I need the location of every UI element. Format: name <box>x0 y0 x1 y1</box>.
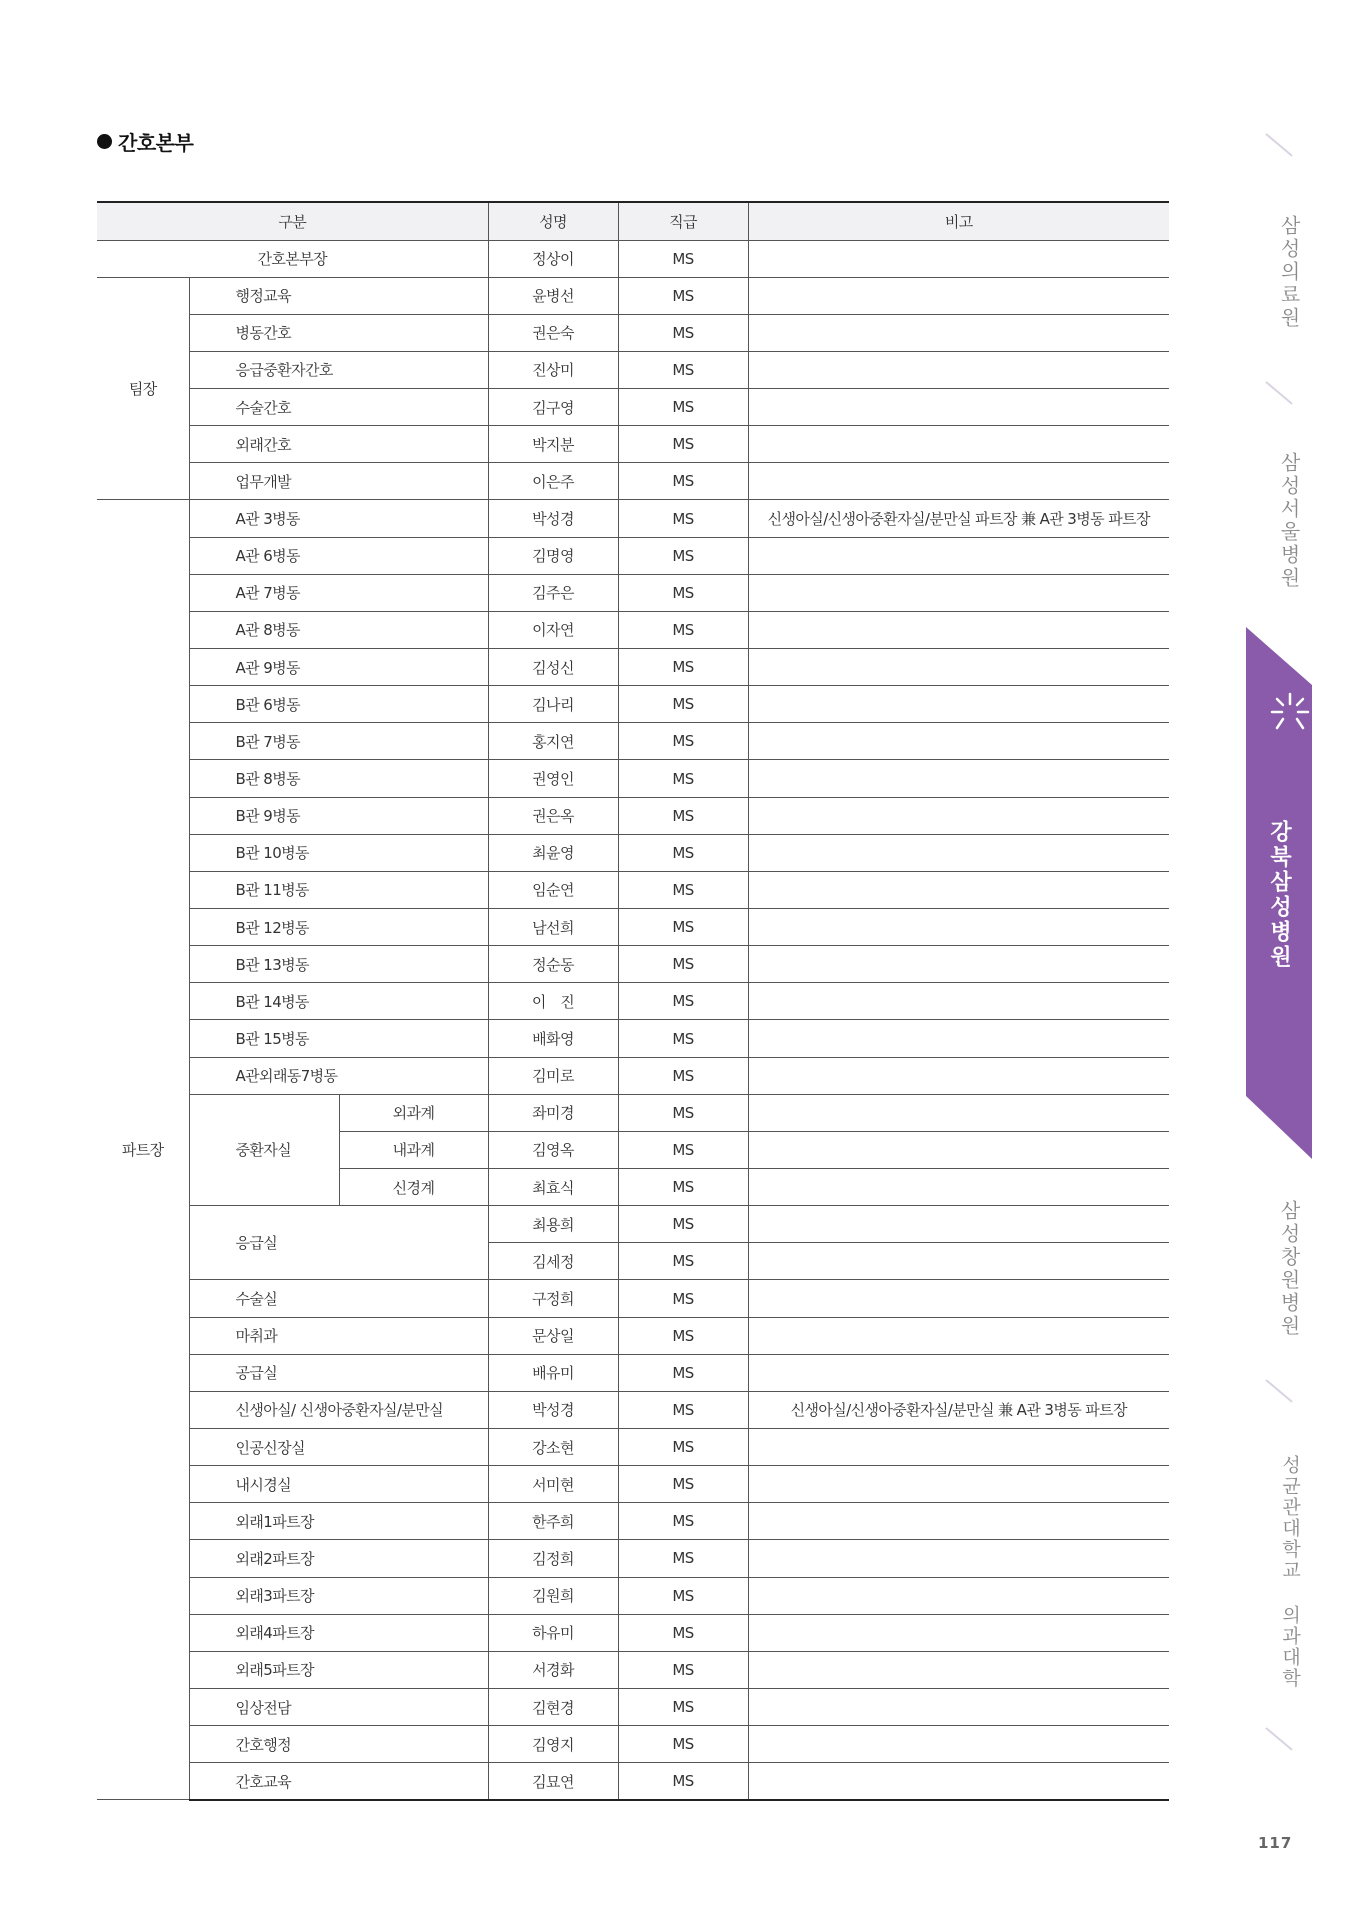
table-body <box>97 240 1169 1800</box>
table-row <box>97 537 1169 574</box>
side-nav-item[interactable]: 삼성창원병원 <box>1277 1200 1301 1338</box>
dept-cell: B관 7병동 <box>189 723 488 760</box>
group-cell: 파트장 <box>97 500 189 1800</box>
side-nav-item[interactable]: 삼성의료원 <box>1277 215 1301 330</box>
name-cell: 최용희 <box>488 1206 618 1243</box>
name-cell: 김구영 <box>488 389 618 426</box>
note-cell <box>748 277 1169 314</box>
side-nav-item[interactable]: 성균관대학교 의과대학 <box>1279 1455 1301 1689</box>
table-row <box>97 1726 1169 1763</box>
note-cell <box>748 946 1169 983</box>
table-row <box>97 797 1169 834</box>
rank-cell: MS <box>618 1726 748 1763</box>
table-row <box>97 723 1169 760</box>
rank-cell: MS <box>618 723 748 760</box>
name-cell: 김현경 <box>488 1688 618 1725</box>
divider-slash <box>1265 1379 1292 1402</box>
note-cell <box>748 1243 1169 1280</box>
rank-cell: MS <box>618 909 748 946</box>
note-cell <box>748 686 1169 723</box>
name-cell: 김세정 <box>488 1243 618 1280</box>
dept-cell: 수술실 <box>189 1280 488 1317</box>
table-row <box>97 314 1169 351</box>
name-cell: 박성경 <box>488 1391 618 1428</box>
section-title-text: 간호본부 <box>118 131 194 155</box>
rank-cell: MS <box>618 1243 748 1280</box>
rank-cell: MS <box>618 240 748 277</box>
rank-cell: MS <box>618 426 748 463</box>
dept-cell: 간호교육 <box>189 1763 488 1800</box>
dept-cell: 마취과 <box>189 1317 488 1354</box>
name-cell: 이 진 <box>488 983 618 1020</box>
table-row <box>97 1280 1169 1317</box>
header-name: 성명 <box>488 202 618 240</box>
table-row <box>97 240 1169 277</box>
note-cell <box>748 1466 1169 1503</box>
dept-cell: 외래간호 <box>189 426 488 463</box>
note-cell <box>748 983 1169 1020</box>
rank-cell: MS <box>618 1057 748 1094</box>
name-cell: 강소현 <box>488 1429 618 1466</box>
name-cell: 서경화 <box>488 1651 618 1688</box>
dept-cell: A관 7병동 <box>189 574 488 611</box>
rank-cell: MS <box>618 834 748 871</box>
subdept-cell: 외과계 <box>339 1094 488 1131</box>
burst-icon <box>1268 690 1312 734</box>
divider-slash <box>1265 381 1292 404</box>
rank-cell: MS <box>618 1131 748 1168</box>
name-cell: 윤병선 <box>488 277 618 314</box>
note-cell <box>748 1354 1169 1391</box>
rank-cell: MS <box>618 649 748 686</box>
table-row <box>97 1763 1169 1800</box>
table-row <box>97 426 1169 463</box>
rank-cell: MS <box>618 1429 748 1466</box>
name-cell: 구정희 <box>488 1280 618 1317</box>
dept-cell: 신생아실/ 신생아중환자실/분만실 <box>189 1391 488 1428</box>
name-cell: 김명영 <box>488 537 618 574</box>
dept-cell: 외래4파트장 <box>189 1614 488 1651</box>
note-cell <box>748 314 1169 351</box>
table-row <box>97 1688 1169 1725</box>
name-cell: 박지분 <box>488 426 618 463</box>
rank-cell: MS <box>618 1503 748 1540</box>
table-row <box>97 686 1169 723</box>
note-cell <box>748 1206 1169 1243</box>
name-cell: 정순동 <box>488 946 618 983</box>
roster-table <box>97 201 1169 1801</box>
note-cell <box>748 909 1169 946</box>
note-cell <box>748 834 1169 871</box>
dept-cell: B관 10병동 <box>189 834 488 871</box>
header-note: 비고 <box>748 202 1169 240</box>
rank-cell: MS <box>618 1354 748 1391</box>
note-cell <box>748 1317 1169 1354</box>
table-row <box>97 1354 1169 1391</box>
dept-cell: 외래5파트장 <box>189 1651 488 1688</box>
note-cell <box>748 389 1169 426</box>
dept-cell: 임상전담 <box>189 1688 488 1725</box>
rank-cell: MS <box>618 537 748 574</box>
name-cell: 홍지연 <box>488 723 618 760</box>
table-row <box>97 1614 1169 1651</box>
table-row <box>97 1540 1169 1577</box>
table-row <box>97 871 1169 908</box>
name-cell: 김정희 <box>488 1540 618 1577</box>
dept-cell: B관 11병동 <box>189 871 488 908</box>
header-category: 구분 <box>97 202 488 240</box>
rank-cell: MS <box>618 686 748 723</box>
dept-cell: 간호행정 <box>189 1726 488 1763</box>
dept-cell: 인공신장실 <box>189 1429 488 1466</box>
note-cell: 신생아실/신생아중환자실/분만실 파트장 兼 A관 3병동 파트장 <box>748 500 1169 537</box>
table-row <box>97 500 1169 537</box>
dept-cell: A관 9병동 <box>189 649 488 686</box>
name-cell: 배화영 <box>488 1020 618 1057</box>
dept-cell: B관 9병동 <box>189 797 488 834</box>
table-row <box>97 1317 1169 1354</box>
rank-cell: MS <box>618 1577 748 1614</box>
rank-cell: MS <box>618 1206 748 1243</box>
dept-cell: 외래2파트장 <box>189 1540 488 1577</box>
name-cell: 김주은 <box>488 574 618 611</box>
table-row <box>97 946 1169 983</box>
name-cell: 김원희 <box>488 1577 618 1614</box>
rank-cell: MS <box>618 1763 748 1800</box>
name-cell: 이자연 <box>488 611 618 648</box>
note-cell <box>748 1540 1169 1577</box>
dept-cell: A관외래동7병동 <box>189 1057 488 1094</box>
table-row <box>97 1651 1169 1688</box>
note-cell <box>748 1763 1169 1800</box>
name-cell: 박성경 <box>488 500 618 537</box>
dept-cell: B관 15병동 <box>189 1020 488 1057</box>
name-cell: 김성신 <box>488 649 618 686</box>
name-cell: 권영인 <box>488 760 618 797</box>
rank-cell: MS <box>618 1651 748 1688</box>
name-cell: 김미로 <box>488 1057 618 1094</box>
dept-cell: B관 14병동 <box>189 983 488 1020</box>
category-cell: 간호본부장 <box>97 240 488 277</box>
note-cell <box>748 649 1169 686</box>
bullet-icon <box>97 134 112 149</box>
subdept-cell: 신경계 <box>339 1169 488 1206</box>
note-cell <box>748 1651 1169 1688</box>
note-cell <box>748 1169 1169 1206</box>
dept-cell: 수술간호 <box>189 389 488 426</box>
table-row <box>97 760 1169 797</box>
dept-cell: 업무개발 <box>189 463 488 500</box>
note-cell <box>748 611 1169 648</box>
dept-cell: 응급실 <box>189 1206 488 1280</box>
table-row <box>97 1466 1169 1503</box>
table-row <box>97 1503 1169 1540</box>
table-row <box>97 909 1169 946</box>
note-cell <box>748 1131 1169 1168</box>
subdept-cell: 내과계 <box>339 1131 488 1168</box>
note-cell <box>748 1094 1169 1131</box>
dept-cell: A관 8병동 <box>189 611 488 648</box>
rank-cell: MS <box>618 389 748 426</box>
rank-cell: MS <box>618 1094 748 1131</box>
name-cell: 김영옥 <box>488 1131 618 1168</box>
table-header-row <box>97 202 1169 240</box>
dept-cell: 외래3파트장 <box>189 1577 488 1614</box>
name-cell: 김영지 <box>488 1726 618 1763</box>
divider-slash <box>1265 133 1292 156</box>
rank-cell: MS <box>618 1020 748 1057</box>
name-cell: 김나리 <box>488 686 618 723</box>
rank-cell: MS <box>618 463 748 500</box>
rank-cell: MS <box>618 1540 748 1577</box>
name-cell: 하유미 <box>488 1614 618 1651</box>
name-cell: 배유미 <box>488 1354 618 1391</box>
name-cell: 좌미경 <box>488 1094 618 1131</box>
dept-cell: 외래1파트장 <box>189 1503 488 1540</box>
table-row <box>97 1057 1169 1094</box>
note-cell <box>748 426 1169 463</box>
name-cell: 임순연 <box>488 871 618 908</box>
table-row <box>97 649 1169 686</box>
rank-cell: MS <box>618 1391 748 1428</box>
name-cell: 최효식 <box>488 1169 618 1206</box>
note-cell <box>748 1057 1169 1094</box>
name-cell: 권은숙 <box>488 314 618 351</box>
table-row <box>97 389 1169 426</box>
divider-slash <box>1265 1727 1292 1750</box>
dept-cell: A관 3병동 <box>189 500 488 537</box>
header-rank: 직급 <box>618 202 748 240</box>
note-cell <box>748 797 1169 834</box>
dept-cell: 내시경실 <box>189 1466 488 1503</box>
note-cell <box>748 1429 1169 1466</box>
table-row <box>97 351 1169 388</box>
rank-cell: MS <box>618 314 748 351</box>
note-cell <box>748 1726 1169 1763</box>
note-cell: 신생아실/신생아중환자실/분만실 兼 A관 3병동 파트장 <box>748 1391 1169 1428</box>
name-cell: 서미현 <box>488 1466 618 1503</box>
note-cell <box>748 537 1169 574</box>
rank-cell: MS <box>618 1466 748 1503</box>
table-row <box>97 574 1169 611</box>
rank-cell: MS <box>618 1317 748 1354</box>
table-row <box>97 983 1169 1020</box>
note-cell <box>748 1614 1169 1651</box>
page-number: 117 <box>1258 1834 1293 1852</box>
note-cell <box>748 1577 1169 1614</box>
dept-cell: B관 6병동 <box>189 686 488 723</box>
side-nav-item[interactable]: 삼성서울병원 <box>1277 452 1301 590</box>
name-cell: 진상미 <box>488 351 618 388</box>
dept-cell: B관 12병동 <box>189 909 488 946</box>
rank-cell: MS <box>618 500 748 537</box>
dept-cell: 중환자실 <box>189 1094 339 1205</box>
side-nav-active-label[interactable]: 강북삼성병원 <box>1266 820 1292 970</box>
table-row <box>97 463 1169 500</box>
rank-cell: MS <box>618 871 748 908</box>
side-nav <box>1246 0 1357 1920</box>
rank-cell: MS <box>618 760 748 797</box>
note-cell <box>748 723 1169 760</box>
table-row <box>97 1094 1169 1131</box>
dept-cell: 행정교육 <box>189 277 488 314</box>
table-row <box>97 834 1169 871</box>
dept-cell: 응급중환자간호 <box>189 351 488 388</box>
name-cell: 최윤영 <box>488 834 618 871</box>
dept-cell: B관 8병동 <box>189 760 488 797</box>
rank-cell: MS <box>618 574 748 611</box>
name-cell: 김묘연 <box>488 1763 618 1800</box>
note-cell <box>748 463 1169 500</box>
rank-cell: MS <box>618 351 748 388</box>
rank-cell: MS <box>618 946 748 983</box>
rank-cell: MS <box>618 611 748 648</box>
table-row <box>97 1577 1169 1614</box>
note-cell <box>748 574 1169 611</box>
name-cell: 정상이 <box>488 240 618 277</box>
table-row <box>97 1429 1169 1466</box>
rank-cell: MS <box>618 1169 748 1206</box>
group-cell: 팀장 <box>97 277 189 500</box>
rank-cell: MS <box>618 983 748 1020</box>
table-row <box>97 1391 1169 1428</box>
note-cell <box>748 351 1169 388</box>
note-cell <box>748 871 1169 908</box>
note-cell <box>748 760 1169 797</box>
table-row <box>97 277 1169 314</box>
note-cell <box>748 1020 1169 1057</box>
rank-cell: MS <box>618 1280 748 1317</box>
rank-cell: MS <box>618 1688 748 1725</box>
section-title <box>97 127 193 156</box>
rank-cell: MS <box>618 1614 748 1651</box>
note-cell <box>748 1688 1169 1725</box>
dept-cell: A관 6병동 <box>189 537 488 574</box>
name-cell: 문상일 <box>488 1317 618 1354</box>
name-cell: 이은주 <box>488 463 618 500</box>
table-row <box>97 611 1169 648</box>
dept-cell: 병동간호 <box>189 314 488 351</box>
name-cell: 남선희 <box>488 909 618 946</box>
dept-cell: 공급실 <box>189 1354 488 1391</box>
note-cell <box>748 240 1169 277</box>
table-row <box>97 1206 1169 1243</box>
name-cell: 한주희 <box>488 1503 618 1540</box>
table-row <box>97 1020 1169 1057</box>
note-cell <box>748 1503 1169 1540</box>
rank-cell: MS <box>618 277 748 314</box>
rank-cell: MS <box>618 797 748 834</box>
note-cell <box>748 1280 1169 1317</box>
name-cell: 권은옥 <box>488 797 618 834</box>
dept-cell: B관 13병동 <box>189 946 488 983</box>
